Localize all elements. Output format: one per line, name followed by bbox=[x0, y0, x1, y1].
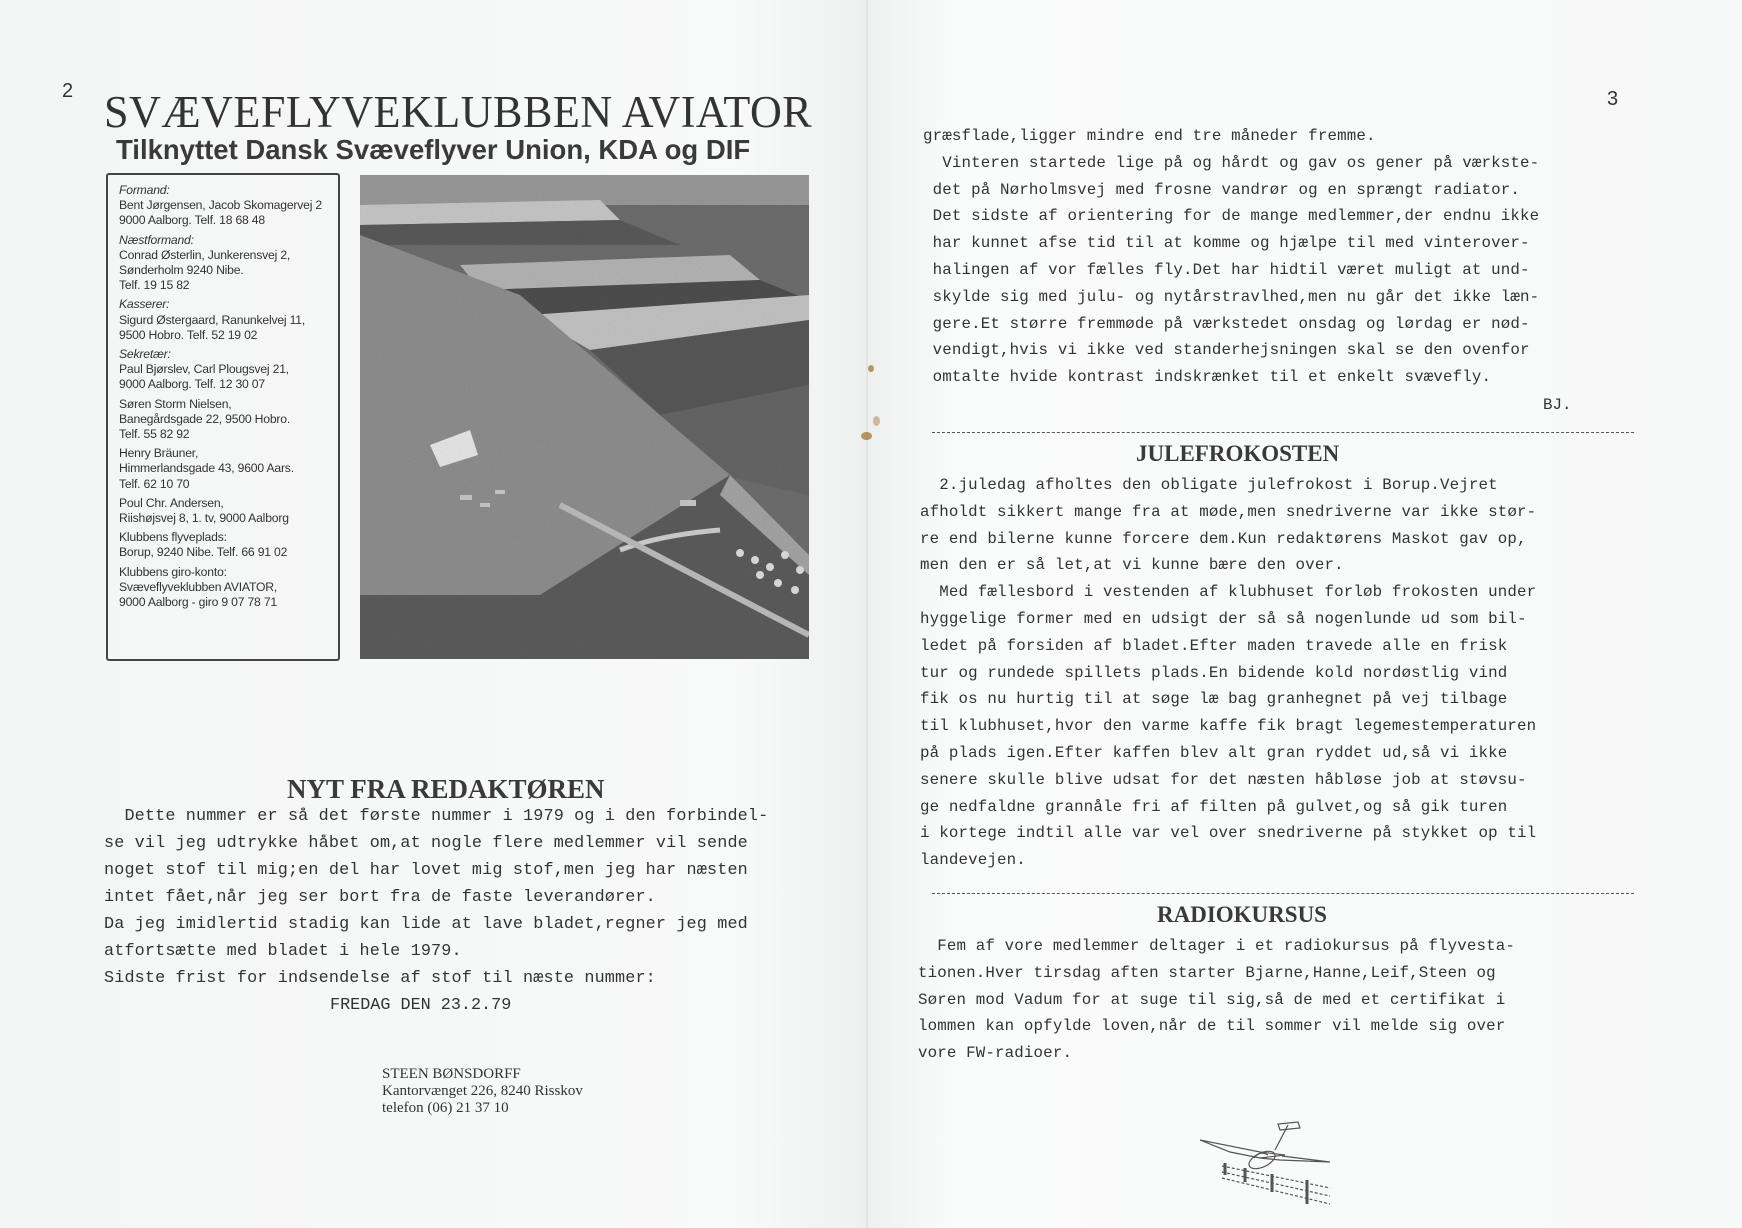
contact-line: Klubbens giro-konto: bbox=[119, 564, 227, 579]
text-line: halingen af vor fælles fly.Det har hidtil været muligt at und- bbox=[923, 260, 1530, 279]
text-line: i kortege indtil alle var vel over snedriverne på stykket op til bbox=[920, 824, 1537, 843]
masthead-subtitle: Tilknyttet Dansk Svæveflyver Union, KDA og DIF bbox=[116, 134, 751, 165]
aerial-photo-airfield bbox=[360, 175, 809, 659]
contact-line: Paul Bjørslev, Carl Plougsvej 21, bbox=[119, 362, 289, 377]
page-number-right: 3 bbox=[1607, 88, 1619, 110]
aerial-photo-graphic bbox=[360, 175, 809, 659]
contact-line: Poul Chr. Andersen, bbox=[119, 495, 224, 510]
text-line: landevejen. bbox=[920, 851, 1026, 870]
contact-entry bbox=[119, 347, 334, 393]
section-divider bbox=[932, 893, 1634, 894]
editor-signature bbox=[382, 1066, 583, 1117]
page-number-left: 2 bbox=[62, 80, 74, 102]
contact-line: Telf. 62 10 70 bbox=[119, 476, 190, 491]
text-line: har kunnet afse tid til at komme og hjælpe til med vinterover- bbox=[923, 234, 1530, 253]
text-line: Søren mod Vadum for at suge til sig,så de med et certifikat i bbox=[918, 990, 1506, 1009]
text-line: Vinteren startede lige på og hårdt og gav os gener på værkste- bbox=[923, 153, 1540, 172]
text-line: Det sidste af orientering for de mange medlemmer,der endnu ikke bbox=[923, 207, 1540, 226]
text-line: på plads igen.Efter kaffen blev alt gran ryddet ud,så vi ikke bbox=[920, 743, 1508, 762]
contact-line: 9000 Aalborg. Telf. 12 30 07 bbox=[119, 377, 265, 392]
text-line: det på Nørholmsvej med frosne vandrør og en sprængt radiator. bbox=[923, 180, 1521, 199]
contact-line: Riishøjsvej 8, 1. tv, 9000 Aalborg bbox=[119, 511, 289, 526]
submission-deadline: FREDAG DEN 23.2.79 bbox=[330, 996, 512, 1015]
text-line: fik os nu hurtig til at søge læ bag granhegnet på vej tilbage bbox=[920, 690, 1508, 709]
staple-stain bbox=[868, 365, 874, 372]
text-line: men den er så let,at vi kunne bære den over. bbox=[920, 556, 1344, 575]
text-line: intet fået,når jeg ser bort fra de faste leverandører. bbox=[104, 888, 656, 907]
contact-line: 9000 Aalborg - giro 9 07 78 71 bbox=[119, 595, 277, 610]
contact-line: Søren Storm Nielsen, bbox=[119, 396, 232, 411]
text-line: vendigt,hvis vi ikke ved standerhejsningen skal se den ovenfor bbox=[923, 341, 1530, 360]
contact-line: Banegårdsgade 22, 9500 Hobro. bbox=[119, 411, 291, 426]
article-signature: BJ. bbox=[1543, 396, 1572, 414]
editor-section-title: NYT FRA REDAKTØREN bbox=[287, 774, 605, 804]
text-line: lommen kan opfylde loven,når de til sommer vil melde sig over bbox=[918, 1017, 1506, 1036]
text-line: hyggelige former med en udsigt der så så nogenlunde ud som bil- bbox=[920, 609, 1527, 628]
contact-entry bbox=[119, 496, 334, 526]
text-line: græsflade,ligger mindre end tre måneder fremme. bbox=[923, 127, 1376, 145]
editor-section-body bbox=[104, 803, 768, 992]
julefrokosten-body bbox=[920, 472, 1536, 874]
text-line: skylde sig med julu- og nytårstravlhed,men nu går det ikke læn- bbox=[923, 287, 1540, 306]
text-line: tur og rundede spillets plads.En bidende kold nordøstlig vind bbox=[920, 663, 1508, 682]
contact-role: Næstformand: bbox=[119, 232, 194, 247]
contact-line: Telf. 19 15 82 bbox=[119, 278, 190, 293]
contact-line: Svæveflyveklubben AVIATOR, bbox=[119, 579, 278, 594]
contact-line: Klubbens flyveplads: bbox=[119, 530, 227, 545]
text-line: Sidste frist for indsendelse af stof til næste nummer: bbox=[104, 969, 656, 988]
contact-line: Borup, 9240 Nibe. Telf. 66 91 02 bbox=[119, 545, 288, 560]
radiokursus-body bbox=[918, 933, 1515, 1067]
text-line: Fem af vore medlemmer deltager i et radiokursus på flyvesta- bbox=[918, 937, 1516, 955]
contact-line: Henry Bräuner, bbox=[119, 446, 199, 461]
contact-box bbox=[106, 173, 340, 661]
page-spine bbox=[866, 0, 868, 1228]
radiokursus-title: RADIOKURSUS bbox=[1157, 902, 1327, 927]
contact-role: Kasserer: bbox=[119, 297, 170, 312]
contact-entry bbox=[119, 397, 334, 443]
text-line: gere.Et større fremmøde på værkstedet onsdag og lørdag er nød- bbox=[923, 314, 1530, 333]
text-line: se vil jeg udtrykke håbet om,at nogle flere medlemmer vil sende bbox=[104, 834, 748, 853]
text-line: ge nedfaldne grannåle fri af filten på gulvet,og så gik turen bbox=[920, 797, 1508, 816]
section-divider bbox=[932, 432, 1634, 433]
text-line: atfortsætte med bladet i hele 1979. bbox=[104, 942, 462, 961]
text-line: vore FW-radioer. bbox=[918, 1044, 1073, 1063]
editor-phone: telefon (06) 21 37 10 bbox=[382, 1100, 509, 1116]
text-line: Dette nummer er så det første nummer i 1979 og i den forbindel- bbox=[104, 807, 769, 826]
contact-entry bbox=[119, 565, 334, 611]
text-line: Med fællesbord i vestenden af klubhuset forløb frokosten under bbox=[920, 583, 1537, 602]
text-line: ledet på forsiden af bladet.Efter maden travede alle en frisk bbox=[920, 636, 1508, 655]
editor-name: STEEN BØNSDORFF bbox=[382, 1066, 521, 1082]
contact-entry bbox=[119, 446, 334, 492]
text-line: re end bilerne kunne forcere dem.Kun redaktørens Maskot gav op, bbox=[920, 529, 1527, 548]
contact-line: Sønderholm 9240 Nibe. bbox=[119, 263, 244, 278]
text-line: Da jeg imidlertid stadig kan lide at lave bladet,regner jeg med bbox=[104, 915, 748, 934]
text-line: afholdt sikkert mange fra at møde,men snedriverne var ikke stør- bbox=[920, 502, 1537, 521]
julefrokosten-title: JULEFROKOSTEN bbox=[1136, 441, 1340, 466]
contact-entry bbox=[119, 233, 334, 294]
staple-stain bbox=[861, 432, 872, 440]
contact-role: Formand: bbox=[119, 183, 170, 197]
contact-line: Bent Jørgensen, Jacob Skomagervej 2 bbox=[119, 198, 323, 213]
text-line: tionen.Hver tirsdag aften starter Bjarne,Hanne,Leif,Steen og bbox=[918, 963, 1496, 982]
text-line: omtalte hvide kontrast indskrænket til et enkelt svævefly. bbox=[923, 368, 1492, 387]
staple-stain bbox=[873, 416, 880, 426]
contact-line: Sigurd Østergaard, Ranunkelvej 11, bbox=[119, 312, 306, 327]
continued-article-body bbox=[923, 123, 1539, 391]
contact-entry bbox=[119, 297, 334, 343]
contact-line: Telf. 55 82 92 bbox=[119, 427, 190, 442]
masthead-title: SVÆVEFLYVEKLUBBEN AVIATOR bbox=[104, 87, 813, 137]
text-line: 2.juledag afholtes den obligate julefrokost i Borup.Vejret bbox=[920, 476, 1498, 494]
text-line: noget stof til mig;en del har lovet mig stof,men jeg har næsten bbox=[104, 861, 748, 880]
contact-line: Himmerlandsgade 43, 9600 Aars. bbox=[119, 461, 294, 476]
contact-line: Conrad Østerlin, Junkerensvej 2, bbox=[119, 247, 291, 262]
contact-role: Sekretær: bbox=[119, 347, 171, 362]
contact-line: 9500 Hobro. Telf. 52 19 02 bbox=[119, 327, 258, 342]
contact-line: 9000 Aalborg. Telf. 18 68 48 bbox=[119, 213, 265, 228]
text-line: senere skulle blive udsat for det næsten håbløse job at støvsu- bbox=[920, 770, 1527, 789]
text-line: til klubhuset,hvor den varme kaffe fik bragt legemestemperaturen bbox=[920, 717, 1537, 736]
contact-entry bbox=[119, 530, 334, 560]
glider-over-fence-icon bbox=[1170, 1100, 1340, 1210]
contact-entry bbox=[119, 183, 334, 229]
editor-address: Kantorvænget 226, 8240 Risskov bbox=[382, 1083, 583, 1099]
